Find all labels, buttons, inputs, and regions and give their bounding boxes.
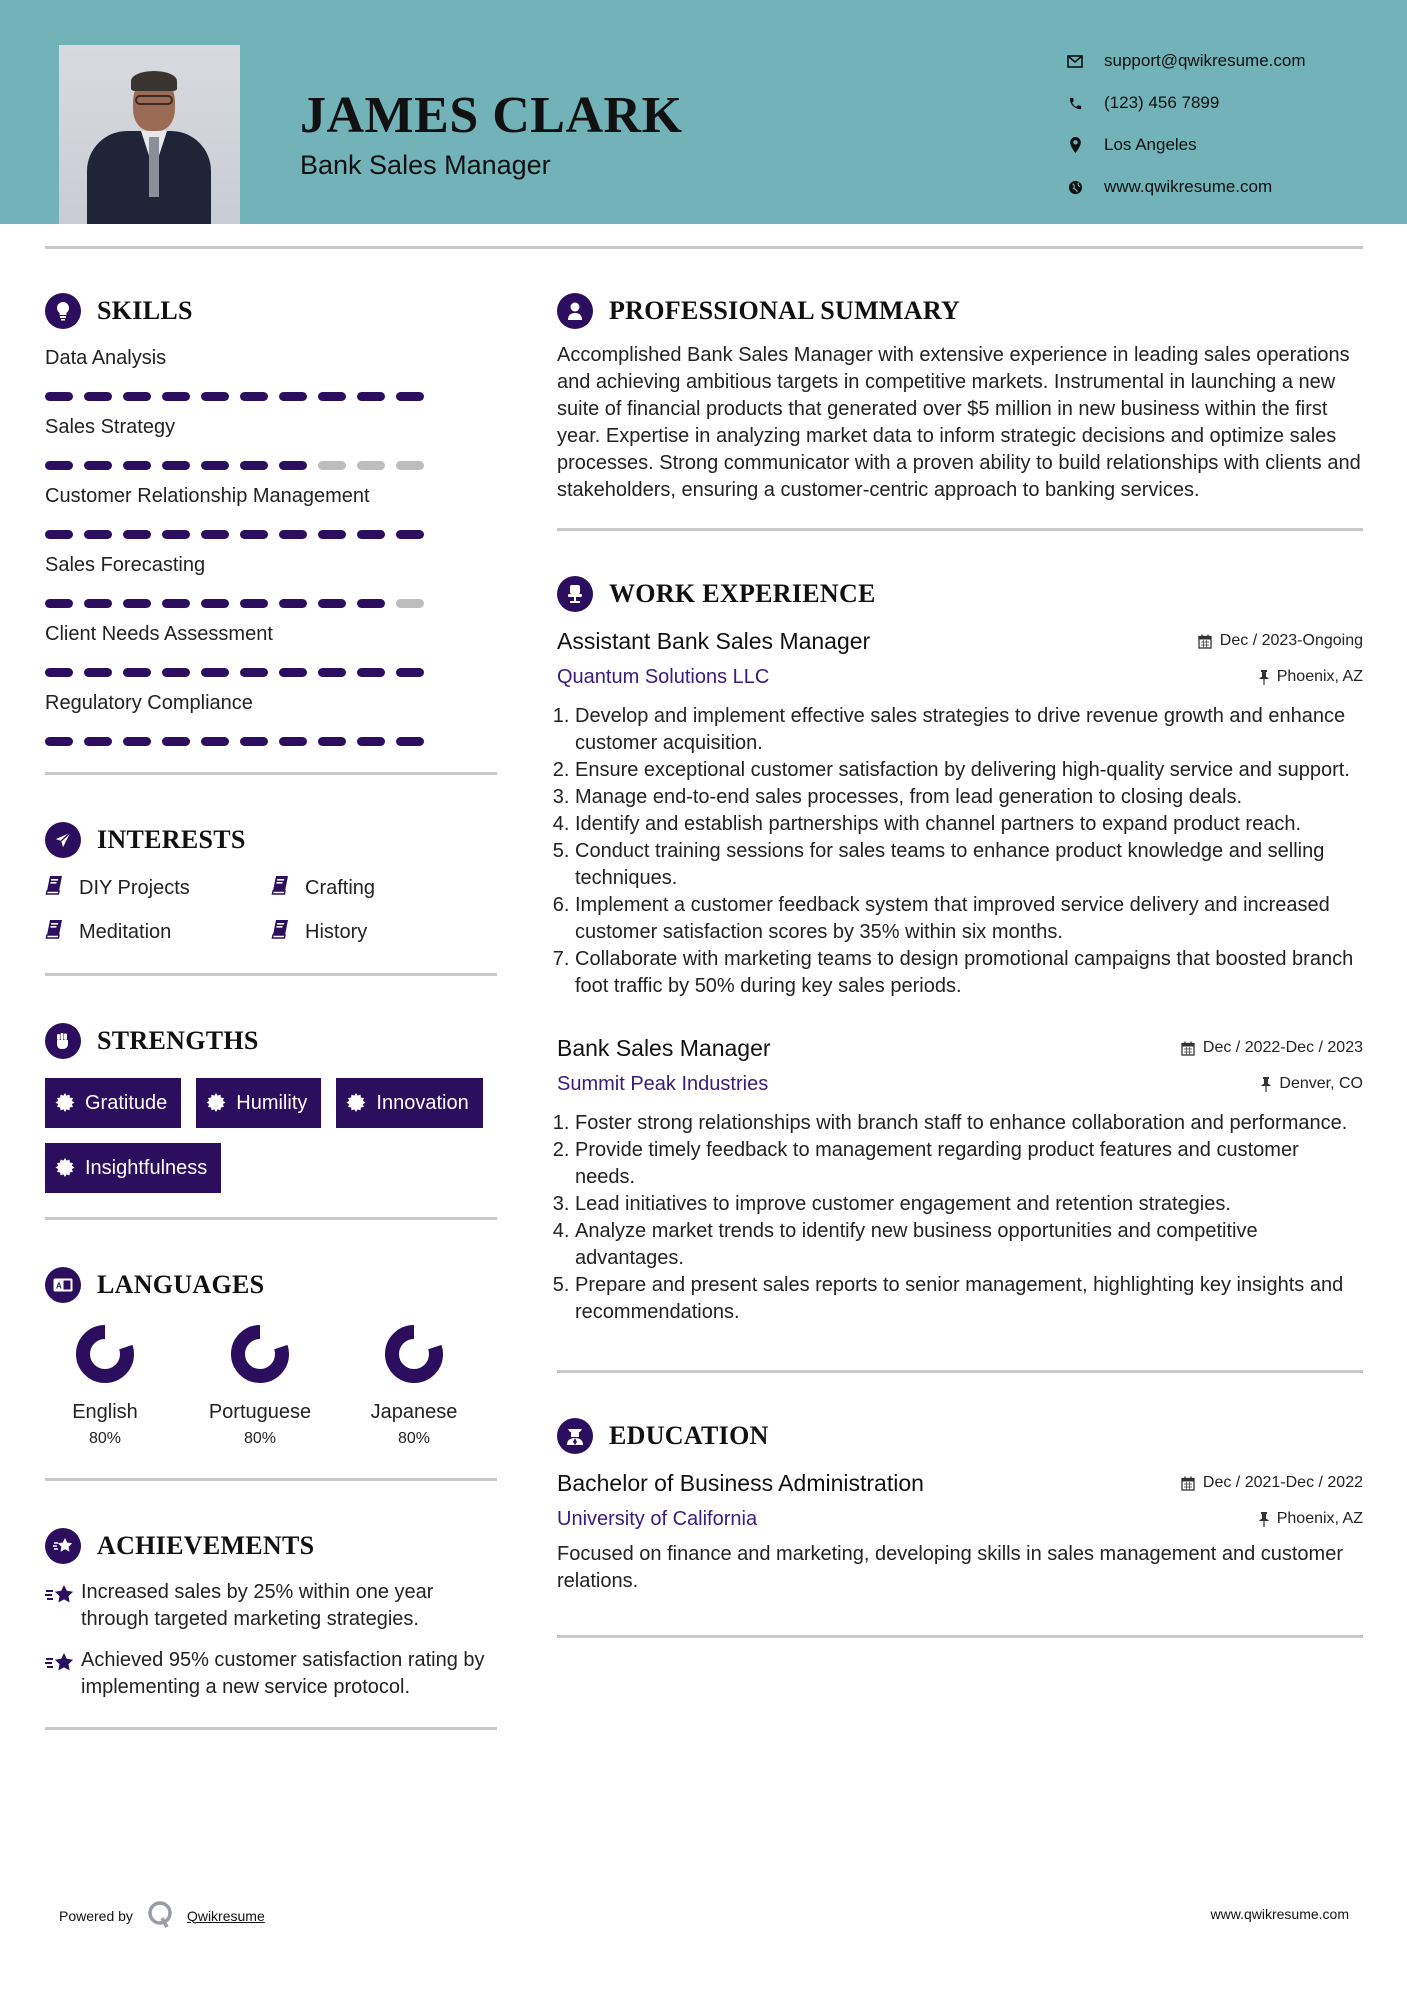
fist-icon xyxy=(45,1023,81,1059)
header-divider xyxy=(45,246,1363,249)
education-location: Phoenix, AZ xyxy=(1259,1510,1363,1528)
job-location: Phoenix, AZ xyxy=(1259,668,1363,686)
education-description: Focused on finance and marketing, developing skills in sales management and customer relations. xyxy=(557,1543,1343,1592)
rating-dash xyxy=(201,461,229,470)
language-percent: 80% xyxy=(397,1430,431,1447)
rating-dash xyxy=(318,392,346,401)
rating-dash xyxy=(123,461,151,470)
rating-dash xyxy=(279,668,307,677)
job-dates: Dec / 2022-Dec / 2023 xyxy=(1181,1039,1363,1057)
rating-dash xyxy=(84,668,112,677)
strengths-title: STRENGTHS xyxy=(97,1026,259,1055)
degree: Bachelor of Business Administration xyxy=(557,1470,924,1496)
language-proficiency-ring xyxy=(230,1324,290,1389)
interest-item xyxy=(45,875,271,901)
strength-tag xyxy=(336,1078,482,1128)
rating-dash xyxy=(396,530,424,539)
skill-rating-bar xyxy=(45,530,497,539)
profile-photo xyxy=(59,45,240,224)
responsibility-item: 5. Conduct training sessions for sales teams to enhance product knowledge and selling techniques. xyxy=(575,838,1363,892)
contact-website[interactable] xyxy=(1064,166,1306,208)
candidate-name: JAMES CLARK xyxy=(300,87,683,144)
section-divider xyxy=(45,772,497,775)
book-icon xyxy=(271,919,293,945)
rating-dash xyxy=(396,392,424,401)
responsibility-item: 1. Foster strong relationships with branch staff to enhance collaboration and performance. xyxy=(575,1110,1363,1137)
skill-label: Data Analysis xyxy=(45,347,167,369)
calendar-icon xyxy=(1181,1041,1195,1056)
section-divider xyxy=(557,1370,1363,1373)
achievements-title: ACHIEVEMENTS xyxy=(97,1531,315,1560)
rating-dash xyxy=(396,599,424,608)
rating-dash xyxy=(162,599,190,608)
rating-dash xyxy=(240,599,268,608)
achievement-text: Achieved 95% customer satisfaction rating by implementing a new service protocol. xyxy=(81,1649,485,1698)
education-title: EDUCATION xyxy=(609,1421,769,1450)
rating-dash xyxy=(123,392,151,401)
globe-icon xyxy=(1064,178,1086,196)
skill-label: Client Needs Assessment xyxy=(45,623,273,645)
calendar-icon xyxy=(1181,1476,1195,1491)
strength-tag xyxy=(45,1078,181,1128)
section-divider xyxy=(557,528,1363,531)
rating-dash xyxy=(84,530,112,539)
skill-label: Regulatory Compliance xyxy=(45,692,253,714)
contact-email[interactable] xyxy=(1064,40,1306,82)
strength-label: Humility xyxy=(236,1091,308,1114)
strengths-section xyxy=(45,1020,497,1193)
rating-dash xyxy=(45,599,73,608)
rating-dash xyxy=(396,737,424,746)
rating-dash xyxy=(201,668,229,677)
language-proficiency-ring xyxy=(75,1324,135,1389)
interest-item xyxy=(271,875,497,901)
language-item xyxy=(355,1324,473,1448)
skill-label: Sales Forecasting xyxy=(45,554,206,576)
translate-icon xyxy=(45,1267,81,1303)
rating-dash xyxy=(162,737,190,746)
rating-dash xyxy=(279,737,307,746)
rating-dash xyxy=(240,392,268,401)
powered-by-label: Powered by xyxy=(59,1907,133,1924)
graduate-icon xyxy=(557,1418,593,1454)
interests-section xyxy=(45,819,497,945)
phone-icon xyxy=(1064,94,1086,112)
interest-item xyxy=(45,919,271,945)
rating-dash xyxy=(162,461,190,470)
experience-section xyxy=(557,573,1363,1326)
language-name: English xyxy=(72,1401,138,1423)
responsibility-item: 1. Develop and implement effective sales strategies to drive revenue growth and enhance customer acquisition. xyxy=(575,703,1363,757)
job-entry xyxy=(557,623,1363,1000)
book-icon xyxy=(45,919,67,945)
star-badge-icon xyxy=(45,1528,81,1564)
badge-icon xyxy=(55,1093,75,1113)
rating-dash xyxy=(45,668,73,677)
language-percent: 80% xyxy=(243,1430,277,1447)
calendar-icon xyxy=(1198,634,1212,649)
section-divider xyxy=(557,1635,1363,1638)
interest-label: Meditation xyxy=(79,920,172,943)
interest-label: DIY Projects xyxy=(79,876,190,899)
rating-dash xyxy=(123,668,151,677)
rating-dash xyxy=(45,737,73,746)
rating-dash xyxy=(162,530,190,539)
job-title: Assistant Bank Sales Manager xyxy=(557,628,871,654)
rating-dash xyxy=(357,599,385,608)
interests-title: INTERESTS xyxy=(97,825,246,854)
job-title: Bank Sales Manager xyxy=(557,1035,771,1061)
star-icon xyxy=(45,1651,81,1701)
rating-dash xyxy=(318,530,346,539)
rating-dash xyxy=(240,668,268,677)
rating-dash xyxy=(318,668,346,677)
section-divider xyxy=(45,973,497,976)
office-chair-icon xyxy=(557,576,593,612)
envelope-icon xyxy=(1064,52,1086,70)
rating-dash xyxy=(396,461,424,470)
pushpin-icon xyxy=(1259,670,1269,685)
rating-dash xyxy=(357,392,385,401)
skill-rating-bar xyxy=(45,461,497,470)
pushpin-icon xyxy=(1259,1512,1269,1527)
language-proficiency-ring xyxy=(384,1324,444,1389)
achievement-item xyxy=(45,1579,497,1633)
rating-dash xyxy=(279,530,307,539)
interest-label: Crafting xyxy=(305,876,376,899)
section-divider xyxy=(45,1217,497,1220)
rating-dash xyxy=(279,461,307,470)
language-name: Japanese xyxy=(370,1401,458,1423)
responsibility-item: 2. Ensure exceptional customer satisfaction by delivering high-quality service and support. xyxy=(575,757,1363,784)
job-location: Denver, CO xyxy=(1261,1075,1363,1093)
responsibility-item: 2. Provide timely feedback to management regarding product features and customer needs. xyxy=(575,1137,1363,1191)
skill-label: Customer Relationship Management xyxy=(45,485,370,507)
rating-dash xyxy=(201,530,229,539)
rating-dash xyxy=(84,737,112,746)
strength-label: Gratitude xyxy=(85,1091,168,1114)
summary-text: Accomplished Bank Sales Manager with extensive experience in leading sales operations and achieving ambitious targets in competitive markets. Instrumental in launching a new suite of financial products that generated over $5 million in new business within the first year. Expertise in analyzing market data to inform strategic decisions and optimize sales processes. Strong communicator with a proven ability to build relationships with clients and stakeholders, ensuring a customer-centric approach to banking services. xyxy=(557,344,1361,501)
achievement-text: Increased sales by 25% within one year through targeted marketing strategies. xyxy=(81,1581,434,1630)
svg-text:A: A xyxy=(56,1281,62,1291)
strength-tag xyxy=(45,1143,221,1193)
right-column xyxy=(557,290,1363,1638)
company-name: Summit Peak Industries xyxy=(557,1073,769,1095)
rating-dash xyxy=(123,737,151,746)
lightbulb-icon xyxy=(45,293,81,329)
interest-label: History xyxy=(305,920,368,943)
rating-dash xyxy=(357,737,385,746)
user-icon xyxy=(557,293,593,329)
rating-dash xyxy=(84,599,112,608)
responsibility-item: 6. Implement a customer feedback system that improved service delivery and increased customer satisfaction scores by 35% within six months. xyxy=(575,892,1363,946)
rating-dash xyxy=(201,737,229,746)
achievement-item xyxy=(45,1647,497,1701)
languages-title: LANGUAGES xyxy=(97,1270,265,1299)
language-item xyxy=(185,1324,335,1448)
rating-dash xyxy=(45,392,73,401)
job-responsibilities xyxy=(557,1110,1363,1326)
strength-label: Innovation xyxy=(376,1091,469,1114)
achievements-section xyxy=(45,1525,497,1701)
map-marker-icon xyxy=(1064,136,1086,154)
contact-website-text: www.qwikresume.com xyxy=(1104,177,1273,196)
school-name: University of California xyxy=(557,1508,758,1530)
job-entry xyxy=(557,1030,1363,1326)
language-percent: 80% xyxy=(88,1430,122,1447)
footer-website-link[interactable]: www.qwikresume.com xyxy=(1210,1906,1349,1922)
qwikresume-logo-icon xyxy=(147,1900,173,1931)
responsibility-item: 4. Analyze market trends to identify new business opportunities and competitive advantages. xyxy=(575,1218,1363,1272)
left-column xyxy=(45,290,497,1730)
book-icon xyxy=(271,875,293,901)
summary-title: PROFESSIONAL SUMMARY xyxy=(609,296,961,325)
skill-rating-bar xyxy=(45,737,497,746)
badge-icon xyxy=(346,1093,366,1113)
responsibility-item: 4. Identify and establish partnerships with channel partners to expand product reach. xyxy=(575,811,1363,838)
paper-plane-icon xyxy=(45,822,81,858)
responsibility-item: 3. Lead initiatives to improve customer engagement and retention strategies. xyxy=(575,1191,1363,1218)
rating-dash xyxy=(201,392,229,401)
qwikresume-link[interactable]: Qwikresume xyxy=(186,1907,265,1924)
skills-title: SKILLS xyxy=(97,296,193,325)
contact-location-text: Los Angeles xyxy=(1104,135,1197,154)
rating-dash xyxy=(279,392,307,401)
contact-phone[interactable] xyxy=(1064,82,1306,124)
language-name: Portuguese xyxy=(208,1401,312,1423)
languages-section xyxy=(45,1264,497,1448)
rating-dash xyxy=(123,599,151,608)
education-dates: Dec / 2021-Dec / 2022 xyxy=(1181,1474,1363,1492)
rating-dash xyxy=(240,461,268,470)
skill-rating-bar xyxy=(45,668,497,677)
contact-phone-text: (123) 456 7899 xyxy=(1104,93,1220,112)
book-icon xyxy=(45,875,67,901)
rating-dash xyxy=(201,599,229,608)
contact-location xyxy=(1064,124,1306,166)
summary-section xyxy=(557,290,1363,504)
rating-dash xyxy=(123,530,151,539)
rating-dash xyxy=(84,461,112,470)
skill-label: Sales Strategy xyxy=(45,416,176,438)
rating-dash xyxy=(84,392,112,401)
strength-label: Insightfulness xyxy=(85,1156,208,1179)
rating-dash xyxy=(357,461,385,470)
company-name: Quantum Solutions LLC xyxy=(557,666,770,688)
rating-dash xyxy=(318,461,346,470)
section-divider xyxy=(45,1727,497,1730)
footer-powered-by xyxy=(59,1900,265,1931)
candidate-role: Bank Sales Manager xyxy=(300,150,551,180)
responsibility-item: 3. Manage end-to-end sales processes, from lead generation to closing deals. xyxy=(575,784,1363,811)
resume-header xyxy=(0,0,1407,224)
experience-title: WORK EXPERIENCE xyxy=(609,579,876,608)
contact-list xyxy=(1064,40,1306,208)
contact-email-text: support@qwikresume.com xyxy=(1104,51,1306,70)
badge-icon xyxy=(55,1158,75,1178)
responsibility-item: 5. Prepare and present sales reports to senior management, highlighting key insights and recommendations. xyxy=(575,1272,1363,1326)
skill-rating-bar xyxy=(45,599,497,608)
skills-section xyxy=(45,290,497,746)
rating-dash xyxy=(162,392,190,401)
interest-item xyxy=(271,919,497,945)
rating-dash xyxy=(357,530,385,539)
skill-rating-bar xyxy=(45,392,497,401)
rating-dash xyxy=(357,668,385,677)
section-divider xyxy=(45,1478,497,1481)
rating-dash xyxy=(45,461,73,470)
rating-dash xyxy=(240,530,268,539)
rating-dash xyxy=(240,737,268,746)
rating-dash xyxy=(318,737,346,746)
education-section xyxy=(557,1415,1363,1595)
rating-dash xyxy=(318,599,346,608)
rating-dash xyxy=(162,668,190,677)
job-responsibilities xyxy=(557,703,1363,1000)
responsibility-item: 7. Collaborate with marketing teams to design promotional campaigns that boosted branch foot traffic by 50% during key sales periods. xyxy=(575,946,1363,1000)
star-icon xyxy=(45,1583,81,1633)
strength-tag xyxy=(196,1078,321,1128)
rating-dash xyxy=(396,668,424,677)
rating-dash xyxy=(45,530,73,539)
rating-dash xyxy=(279,599,307,608)
job-dates: Dec / 2023-Ongoing xyxy=(1198,632,1363,650)
badge-icon xyxy=(206,1093,226,1113)
language-item xyxy=(45,1324,165,1448)
pushpin-icon xyxy=(1261,1077,1271,1092)
